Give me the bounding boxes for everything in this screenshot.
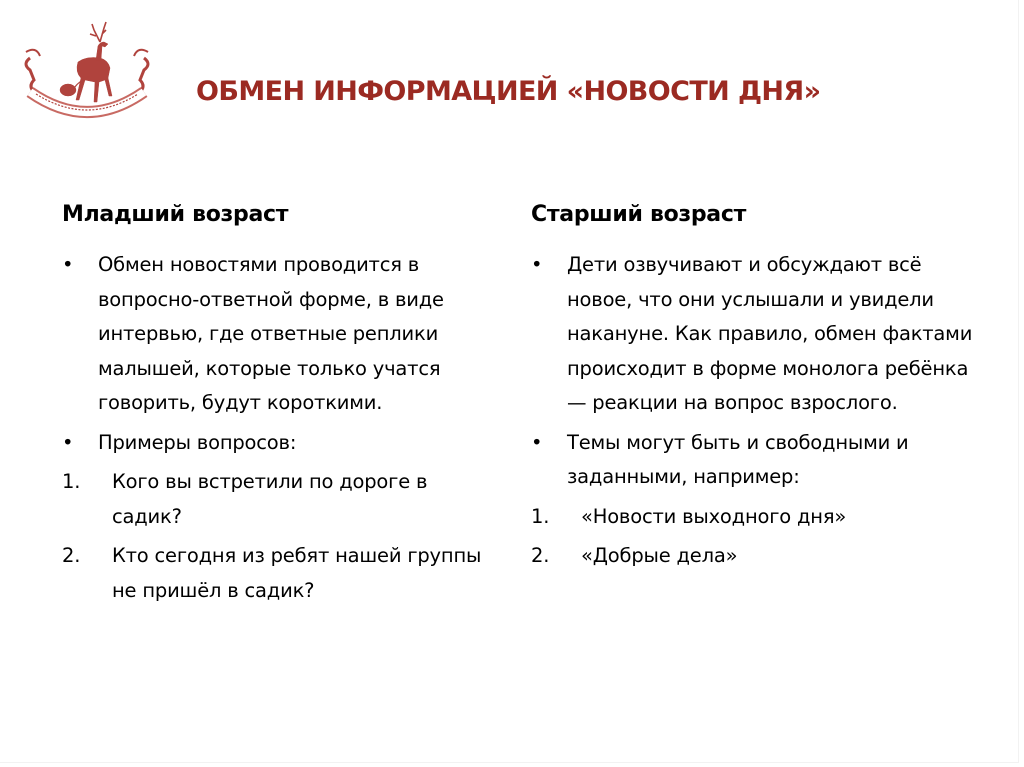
bullet-marker: •	[531, 253, 543, 276]
list-item-text: Дети озвучивают и обсуждают всё новое, что они услышали и увидели накануне. Как правило, обмен фактами происходит в форме монолога ребёнка — реакции на вопрос взрослого.	[567, 253, 973, 414]
list-item-text: «Новости выходного дня»	[581, 504, 847, 528]
list-item	[62, 539, 492, 608]
list-item	[531, 426, 981, 495]
deer-emblem-icon	[16, 14, 158, 126]
list-item-text: Кто сегодня из ребят нашей группы не пришёл в садик?	[112, 544, 482, 602]
list-item	[62, 248, 492, 421]
bullet-marker: •	[62, 430, 74, 454]
column-heading: Младший возраст	[62, 202, 289, 227]
column-younger-age	[62, 198, 492, 613]
bullet-marker: •	[531, 430, 543, 454]
number-marker: 1.	[62, 470, 81, 493]
number-marker: 1.	[531, 504, 550, 528]
list-item	[531, 539, 981, 574]
list-item	[62, 465, 492, 534]
list-item	[62, 426, 492, 461]
page-title: ОБМЕН ИНФОРМАЦИЕЙ «НОВОСТИ ДНЯ»	[196, 76, 821, 107]
list-item	[531, 500, 981, 535]
column-older-age	[531, 198, 981, 579]
list-item	[531, 248, 981, 421]
bullet-marker: •	[62, 253, 74, 276]
column-heading: Старший возраст	[531, 202, 747, 227]
list-item-text: Примеры вопросов:	[98, 430, 297, 454]
list-item-text: Кого вы встретили по дороге в садик?	[112, 470, 428, 528]
list-item-text: «Добрые дела»	[581, 544, 738, 567]
list-item-text: Темы могут быть и свободными и заданными, например:	[567, 430, 909, 488]
number-marker: 2.	[531, 544, 550, 567]
number-marker: 2.	[62, 544, 81, 567]
list-item-text: Обмен новостями проводится в вопросно-ответной форме, в виде интервью, где ответные реплики малышей, которые только учатся говорить, будут короткими.	[98, 253, 444, 414]
